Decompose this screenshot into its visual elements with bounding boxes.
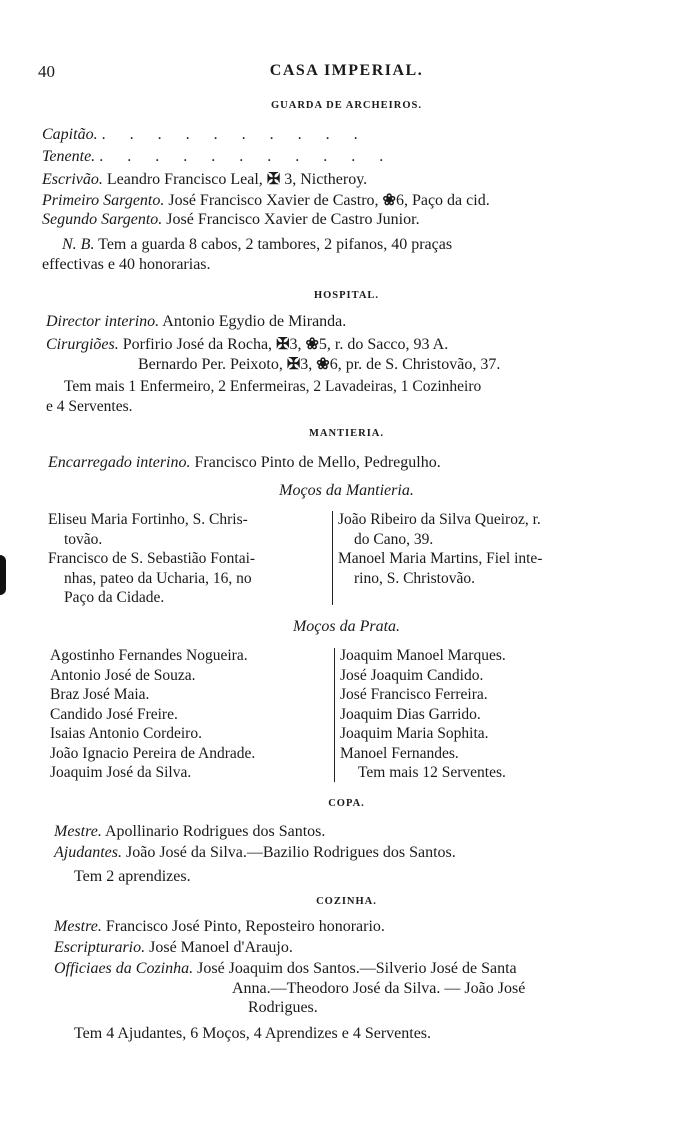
leader-dots: . . . . . . . . . . — [101, 126, 368, 143]
order-rose-icon: ❀ — [316, 356, 330, 373]
cirurgioes-label: Cirurgiões. — [46, 336, 119, 353]
cirurgiao-line-1 — [46, 334, 448, 354]
copa-note: Tem 2 aprendizes. — [74, 868, 191, 885]
encarregado-name: Francisco Pinto de Mello, Pedregulho. — [194, 454, 441, 471]
page-number: 40 — [38, 62, 55, 81]
order-rose-icon: ❀ — [382, 192, 396, 209]
cirurgiao-1-tail: 3, — [289, 336, 302, 353]
primeiro-name: José Francisco Xavier de Castro, — [168, 192, 379, 209]
director-name: Antonio Egydio de Miranda. — [162, 313, 347, 330]
list-item: nhas, pateo da Ucharia, 16, no — [64, 569, 252, 587]
list-item: Candido José Freire. — [50, 705, 178, 723]
escripturario-label: Escripturario. — [54, 939, 146, 956]
copa-mestre-name: Apollinario Rodrigues dos Santos. — [104, 823, 326, 840]
list-item: Joaquim Maria Sophita. — [340, 725, 489, 742]
escrivao-name: Leandro Francisco Leal, — [106, 171, 263, 188]
section-heading-guarda: GUARDA DE ARCHEIROS. — [271, 100, 422, 111]
list-item: Manoel Maria Martins, Fiel inte- — [338, 550, 543, 567]
cirurgiao-1-name: Porfirio José da Rocha, — [122, 336, 273, 353]
list-item: Manoel Fernandes. — [340, 744, 459, 762]
list-item: José Joaquim Candido. — [340, 666, 484, 684]
escripturario-name: José Manoel d'Araujo. — [149, 939, 293, 956]
leader-dots: . . . . . . . . . . . — [99, 148, 394, 165]
encarregado-line — [48, 454, 441, 472]
nb-text-1: Tem a guarda 8 cabos, 2 tambores, 2 pifanos, 40 praças — [98, 236, 453, 253]
primeiro-tail: 6, Paço da cid. — [395, 192, 490, 209]
nb-label: N. B. — [62, 236, 95, 253]
copa-mestre-line — [54, 823, 325, 841]
prata-left-column — [50, 646, 255, 783]
list-item: Eliseu Maria Fortinho, S. Chris- — [48, 511, 248, 528]
cozinha-mestre-name: Francisco José Pinto, Reposteiro honorario. — [105, 918, 385, 935]
capitao-line — [42, 126, 368, 144]
list-item: Paço da Cidade. — [64, 589, 165, 606]
copa-ajudantes-label: Ajudantes. — [54, 844, 122, 861]
director-line — [46, 313, 346, 331]
segundo-label: Segundo Sargento. — [42, 211, 163, 228]
mantieria-left-column — [48, 510, 255, 608]
mocos-prata-heading: Moços da Prata. — [292, 618, 401, 635]
encarregado-label: Encarregado interino. — [48, 454, 191, 471]
cirurgiao-2-name: Bernardo Per. Peixoto, — [138, 356, 283, 373]
segundo-name: José Francisco Xavier de Castro Junior. — [166, 211, 420, 228]
segundo-sargento-line — [42, 211, 420, 229]
cirurgiao-line-2 — [138, 354, 500, 374]
running-head: CASA IMPERIAL. — [269, 62, 424, 79]
escrivao-tail: 3, Nictheroy. — [284, 171, 368, 188]
officiaes-line-3: Rodrigues. — [248, 999, 318, 1016]
list-item: Joaquim Dias Garrido. — [340, 705, 481, 723]
list-item: Tem mais 12 Serventes. — [358, 764, 506, 781]
section-heading-hospital: HOSPITAL. — [313, 290, 380, 301]
copa-ajudantes-names: João José da Silva.—Bazilio Rodrigues dos Santos. — [126, 844, 456, 861]
list-item: João Ribeiro da Silva Queiroz, r. — [338, 511, 541, 528]
cozinha-note: Tem 4 Ajudantes, 6 Moços, 4 Aprendizes e 4 Serventes. — [74, 1025, 432, 1042]
margin-ink-blot — [0, 555, 6, 595]
cozinha-mestre-label: Mestre. — [54, 918, 102, 935]
list-item: José Francisco Ferreira. — [340, 686, 488, 703]
capitao-label: Capitão. — [42, 126, 98, 143]
director-label: Director interino. — [46, 313, 160, 330]
order-cross-icon: ✠ — [286, 356, 301, 373]
officiaes-line-2: Anna.—Theodoro José da Silva. — João José — [232, 980, 526, 997]
prata-right-column — [340, 646, 506, 783]
order-cross-icon: ✠ — [266, 171, 281, 188]
tenente-line — [42, 148, 393, 166]
list-item: Braz José Maia. — [50, 686, 150, 703]
column-divider — [334, 648, 335, 782]
order-rose-icon: ❀ — [305, 336, 319, 353]
nb-line-2: effectivas e 40 honorarias. — [42, 256, 211, 273]
list-item: tovão. — [64, 530, 103, 548]
escrivao-line — [42, 169, 367, 189]
order-cross-icon: ✠ — [276, 336, 290, 353]
list-item: rino, S. Christovão. — [354, 569, 475, 587]
list-item: Isaias Antonio Cordeiro. — [50, 725, 202, 742]
primeiro-sargento-line — [42, 190, 490, 210]
cozinha-mestre-line — [54, 918, 385, 936]
copa-ajudantes-line — [54, 844, 456, 862]
cirurgiao-1-tail-2: 5, r. do Sacco, 93 A. — [318, 336, 449, 353]
mocos-mantieria-heading: Moços da Mantieria. — [279, 482, 414, 499]
section-heading-copa: COPA. — [328, 798, 365, 809]
section-heading-cozinha: COZINHA. — [316, 896, 377, 907]
list-item: do Cano, 39. — [354, 530, 434, 548]
cirurgiao-2-tail-2: 6, pr. de S. Christovão, 37. — [329, 356, 501, 373]
list-item: Joaquim Manoel Marques. — [340, 647, 506, 664]
nb-line-1 — [62, 236, 452, 254]
escrivao-label: Escrivão. — [42, 171, 103, 188]
section-heading-mantieria: MANTIERIA. — [308, 428, 385, 439]
tenente-label: Tenente. — [42, 148, 96, 165]
list-item: Antonio José de Souza. — [50, 666, 196, 684]
list-item: Joaquim José da Silva. — [50, 764, 192, 781]
officiaes-label: Officiaes da Cozinha. — [54, 960, 194, 977]
list-item: Francisco de S. Sebastião Fontai- — [48, 550, 256, 567]
column-divider — [332, 511, 333, 605]
officiaes-line-1 — [54, 960, 517, 978]
cirurgiao-2-tail: 3, — [300, 356, 313, 373]
mantieria-right-column — [338, 510, 542, 588]
escripturario-line — [54, 939, 293, 957]
list-item: Agostinho Fernandes Nogueira. — [50, 647, 248, 664]
hospital-note-1: Tem mais 1 Enfermeiro, 2 Enfermeiras, 2 Lavadeiras, 1 Cozinheiro — [64, 378, 482, 395]
hospital-note-2: e 4 Serventes. — [46, 398, 133, 415]
copa-mestre-label: Mestre. — [54, 823, 102, 840]
primeiro-label: Primeiro Sargento. — [42, 192, 165, 209]
officiaes-names-1: José Joaquim dos Santos.—Silverio José de Santa — [197, 960, 517, 977]
list-item: João Ignacio Pereira de Andrade. — [50, 744, 256, 762]
